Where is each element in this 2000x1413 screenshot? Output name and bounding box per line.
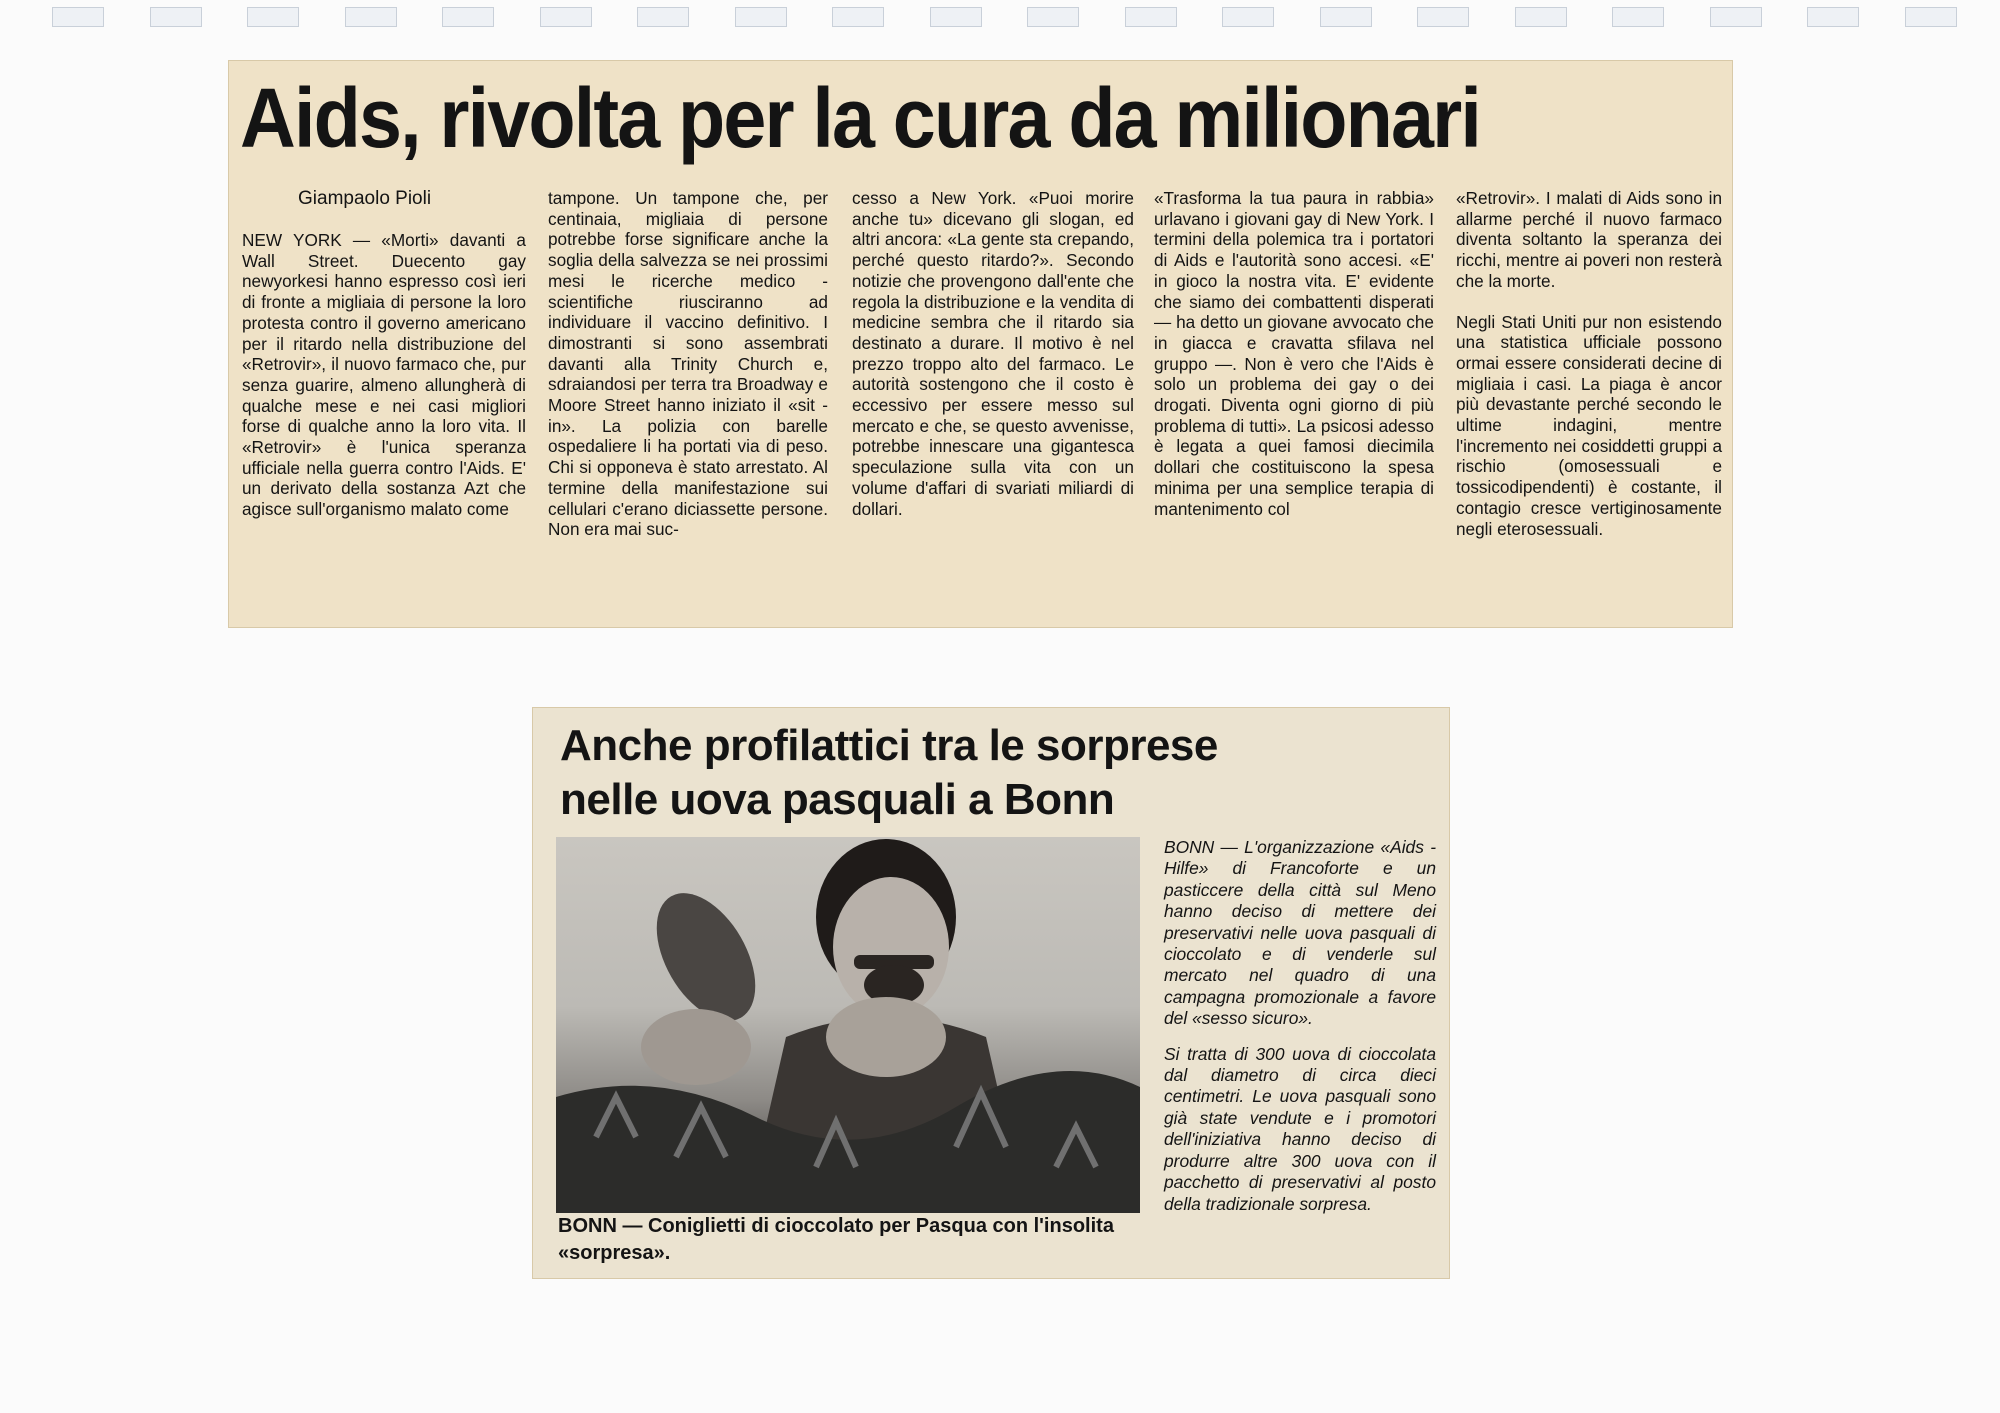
binder-hole-icon [150,7,202,27]
article-column-5 [1456,188,1722,559]
column-text: «Retrovir». I malati di Aids sono in allarme perché il nuovo farmaco diventa soltanto la speranza dei ricchi, mentre ai poveri non resterà che la morte. [1456,188,1722,291]
binder-hole-icon [1612,7,1664,27]
article-paragraph: Si tratta di 300 uova di cioccolata dal diametro di circa dieci centimetri. Le uova pasquali sono già state vendute e i promotori dell'iniziativa hanno deciso di produrre altre 300 uova con il pacchetto di preservativi al posto della tradizionale sorpresa. [1164,1043,1436,1214]
article-column-3 [852,188,1134,539]
binder-hole-icon [1320,7,1372,27]
binder-hole-icon [1222,7,1274,27]
article-body [1164,837,1436,1229]
column-text: cesso a New York. «Puoi morire anche tu» dicevano gli slogan, ed altri ancora: «La gente sta crepando, perché questo ritardo?». Secondo notizie che provengono dall'ente che regola la distribuzione e la vendita di medicine sembra che il ritardo sia destinato a durare. Il motivo è nel prezzo troppo alto del farmaco. Le autorità sostengono che il costo è eccessivo per essere messo sul mercato e che, se questo avvenisse, potrebbe innescare una gigantesca speculazione sulla vita con un volume d'affari di svariati miliardi di dollari. [852,188,1134,519]
article-clipping-aids-protest [228,60,1733,628]
article-clipping-bonn-easter-eggs [532,707,1450,1279]
binder-hole-icon [1807,7,1859,27]
binder-holes [0,0,2000,40]
article-column-4 [1154,188,1434,539]
article-column-2 [548,188,828,560]
binder-hole-icon [1417,7,1469,27]
article-headline [560,719,1440,827]
binder-hole-icon [247,7,299,27]
binder-hole-icon [52,7,104,27]
article-paragraph: BONN — L'organizzazione «Aids - Hilfe» di Francoforte e un pasticcere della città sul Meno hanno deciso di mettere dei preservativi nelle uova pasquali di cioccolato e di venderle sul mercato nel quadro di una campagna promozionale a favore del «sesso sicuro». [1164,837,1436,1029]
photo-man-with-chocolate-bunny-icon [556,837,1140,1213]
binder-hole-icon [637,7,689,27]
binder-hole-icon [1515,7,1567,27]
column-text: NEW YORK — «Morti» davanti a Wall Street. Duecento gay newyorkesi hanno espresso così ieri di fronte a migliaia di persone la loro protesta contro il governo americano per il ritardo nella distribuzione del «Retrovir», il nuovo farmaco che, pur senza guarire, almeno allungherà di qualche mese e nei casi migliori forse di qualche anno la loro vita. Il «Retrovir» è l'unica speranza ufficiale nella guerra contro l'Aids. E' un derivato della sostanza Azt che agisce sull'organismo malato come [242,230,526,520]
binder-hole-icon [735,7,787,27]
photo-caption: BONN — Coniglietti di cioccolato per Pasqua con l'insolita «sorpresa». [558,1215,1114,1264]
binder-hole-icon [442,7,494,27]
binder-hole-icon [930,7,982,27]
binder-hole-icon [1125,7,1177,27]
column-text: «Trasforma la tua paura in rabbia» urlavano i giovani gay di New York. I termini della polemica tra i portatori di Aids e l'autorità sono accesi. «E' in gioco la nostra vita. E' evidente che siamo dei combattenti disperati — ha detto un giovane avvocato che in giacca e cravatta sfilava nel gruppo —. Non è vero che l'Aids è solo un problema dei gay o dei drogati. Diventa ogni giorno di più problema di tutti». La psicosi adesso è legata a quei famosi diecimila dollari che costituiscono la spesa minima per una semplice terapia di mantenimento col [1154,188,1434,519]
binder-hole-icon [1905,7,1957,27]
column-text: tampone. Un tampone che, per centinaia, migliaia di persone potrebbe forse significare anche la soglia della salvezza se nei prossimi mesi le ricerche medico - scientifiche riusciranno ad individuare il vaccino definitivo. I dimostranti si sono assembrati davanti alla Trinity Church e, sdraiandosi per terra tra Broadway e Moore Street hanno iniziato il «sit - in». La polizia con barelle ospedaliere li ha portati via di peso. Chi si opponeva è stato arrestato. Al termine della manifestazione sui cellulari c'erano diciassette persone. Non era mai suc- [548,188,828,540]
binder-hole-icon [540,7,592,27]
binder-hole-icon [832,7,884,27]
headline-line-2: nelle uova pasquali a Bonn [560,775,1115,824]
column-text: Negli Stati Uniti pur non esistendo una statistica ufficiale possono ormai essere considerati decine di migliaia i casi. La piaga è ancor più devastante perché secondo le ultime indagini, mentre l'incremento nei cosiddetti gruppi a rischio (omosessuali e tossicodipendenti) è costante, il contagio cresce vertiginosamente negli eterosessuali. [1456,311,1722,539]
article-byline: Giampaolo Pioli [298,188,432,209]
article-column-1 [242,230,526,540]
binder-hole-icon [1027,7,1079,27]
article-headline: Aids, rivolta per la cura da milionari [240,71,1480,165]
binder-hole-icon [345,7,397,27]
binder-hole-icon [1710,7,1762,27]
headline-line-1: Anche profilattici tra le sorprese [560,721,1218,770]
